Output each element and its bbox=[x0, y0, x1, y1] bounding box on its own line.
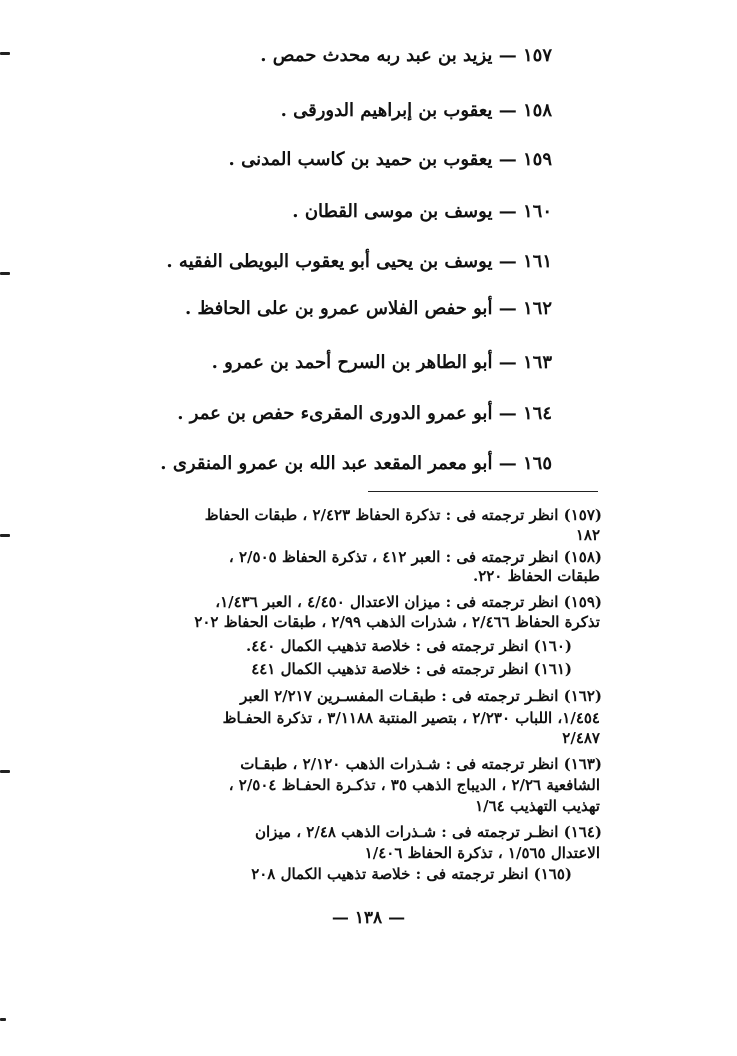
footnote-separator bbox=[368, 491, 598, 492]
footnote-165: (١٦٥) انظر ترجمته فى : خلاصة تذهيب الكمال ٢٠٨ bbox=[251, 865, 572, 883]
entry-165: ١٦٥ — أبو معمر المقعد عبد الله بن عمرو المنقرى . bbox=[160, 453, 552, 474]
footnote-163-line-1: (١٦٣) انظر ترجمته فى : شـذرات الذهب ٢/١٢٠ ، طبقـات bbox=[240, 755, 602, 773]
scan-edge-mark bbox=[0, 272, 10, 275]
footnote-161: (١٦١) انظر ترجمته فى : خلاصة تذهيب الكمال ٤٤١ bbox=[251, 660, 572, 678]
footnote-159-line-1: (١٥٩) انظر ترجمته فى : ميزان الاعتدال ٤/٤٥٠ ، العبر ١/٤٣٦، bbox=[215, 593, 602, 611]
footnote-158-line-1: (١٥٨) انظر ترجمته فى : العبر ٤١٢ ، تذكرة الحفاظ ٢/٥٠٥ ، bbox=[228, 548, 602, 566]
entry-157: ١٥٧ — يزيد بن عبد ربه محدث حمص . bbox=[260, 45, 552, 66]
footnote-163-line-3: تهذيب التهذيب ١/٦٤ bbox=[475, 797, 600, 815]
scan-edge-mark bbox=[0, 52, 10, 55]
footnote-162-line-2: ١/٤٥٤، اللباب ٢/٢٣٠ ، بتصير المنتبة ٣/١١٨٨ ، تذكرة الحفـاظ bbox=[222, 709, 600, 727]
entry-163: ١٦٣ — أبو الطاهر بن السرح أحمد بن عمرو . bbox=[211, 352, 552, 373]
entry-161: ١٦١ — يوسف بن يحيى أبو يعقوب البويطى الفقيه . bbox=[166, 251, 552, 272]
entry-162: ١٦٢ — أبو حفص الفلاس عمرو بن على الحافظ . bbox=[184, 298, 552, 319]
entry-158: ١٥٨ — يعقوب بن إبراهيم الدورقى . bbox=[280, 100, 552, 121]
footnote-157-line-1: (١٥٧) انظر ترجمته فى : تذكرة الحفاظ ٢/٤٢٣ ، طبقات الحفاظ bbox=[204, 506, 602, 524]
scan-edge-mark bbox=[0, 534, 10, 537]
entry-159: ١٥٩ — يعقوب بن حميد بن كاسب المدنى . bbox=[228, 149, 552, 170]
footnote-160: (١٦٠) انظر ترجمته فى : خلاصة تذهيب الكمال ٤٤٠. bbox=[245, 637, 572, 655]
footnote-162-line-1: (١٦٢) انظـر ترجمته فى : طبقـات المفسـرين ٢/٢١٧ العبر bbox=[240, 687, 602, 705]
footnote-158-line-2: طبقات الحفاظ ٢٢٠. bbox=[472, 567, 600, 585]
footnote-162-line-3: ٢/٤٨٧ bbox=[562, 729, 600, 747]
page-number: — ١٣٨ — bbox=[331, 908, 406, 928]
footnote-163-line-2: الشافعية ٢/٢٦ ، الديباج الذهب ٣٥ ، تذكـرة الحفـاظ ٢/٥٠٤ ، bbox=[228, 776, 600, 794]
entry-160: ١٦٠ — يوسف بن موسى القطان . bbox=[292, 201, 552, 222]
footnote-157-line-2: ١٨٢ bbox=[575, 526, 600, 544]
scan-edge-mark bbox=[0, 770, 10, 773]
scan-edge-mark bbox=[0, 1018, 6, 1021]
footnote-159-line-2: تذكرة الحفاظ ٢/٤٦٦ ، شذرات الذهب ٢/٩٩ ، طبقات الحفاظ ٢٠٢ bbox=[194, 613, 600, 631]
footnote-164-line-1: (١٦٤) انظـر ترجمته فى : شـذرات الذهب ٢/٤٨ ، ميزان bbox=[254, 823, 602, 841]
footnote-164-line-2: الاعتدال ١/٥٦٥ ، تذكرة الحفاظ ١/٤٠٦ bbox=[364, 844, 600, 862]
entry-164: ١٦٤ — أبو عمرو الدورى المقرىء حفص بن عمر . bbox=[177, 403, 552, 424]
